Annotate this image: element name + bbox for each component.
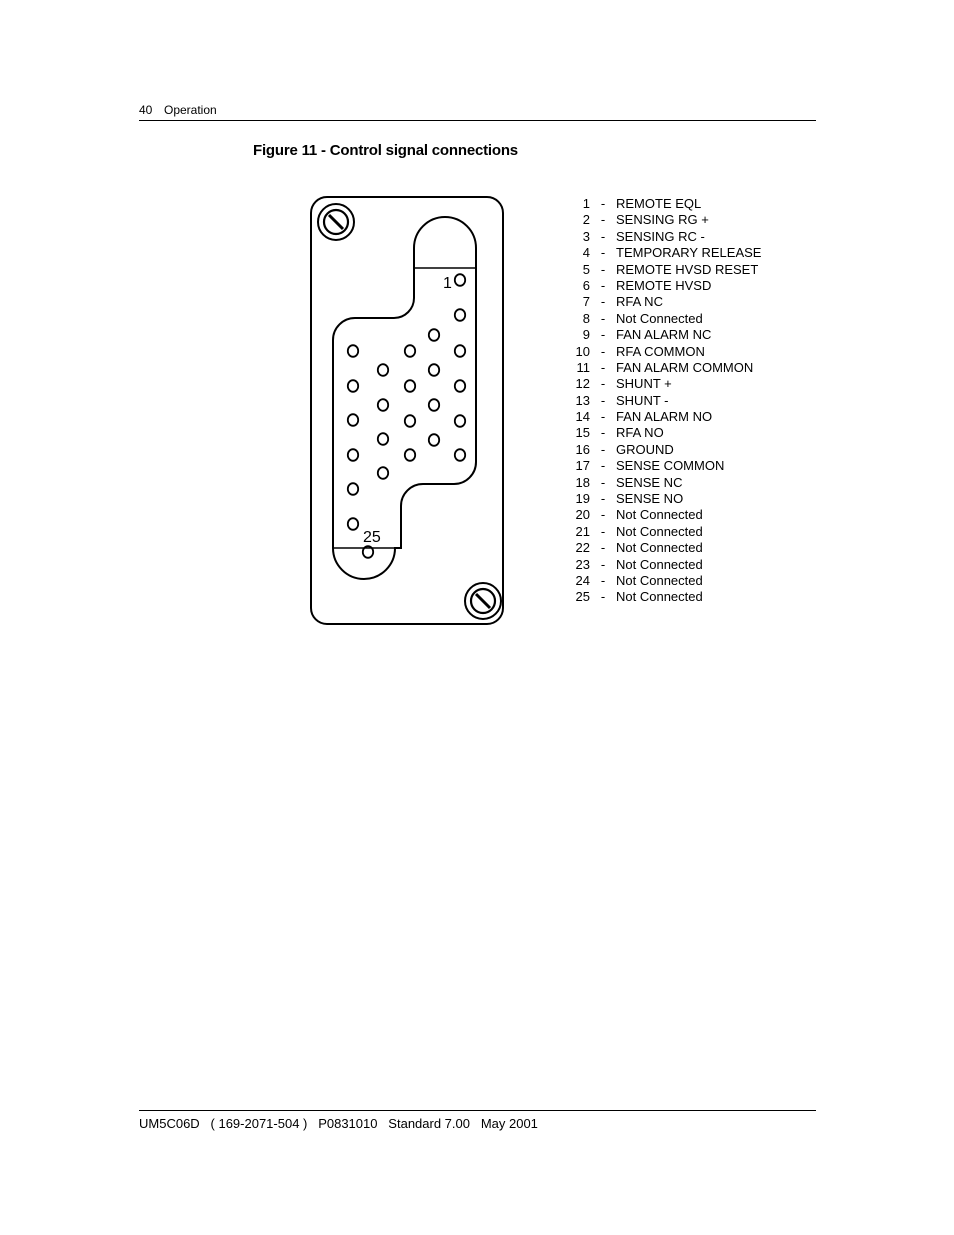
pin-1-label: 1 [443, 275, 452, 292]
pin-25-label: 25 [363, 529, 381, 546]
pin-number: 20 [575, 507, 590, 523]
pin-row [568, 524, 761, 540]
pin-number: 12 [575, 376, 590, 392]
pin-dash: - [600, 409, 606, 425]
pin-dash: - [600, 540, 606, 556]
pin-dash: - [600, 491, 606, 507]
pin-hole [348, 518, 358, 530]
pin-dash: - [600, 261, 606, 277]
pin-number: 13 [575, 392, 590, 408]
pin-number: 2 [582, 212, 590, 228]
pin-hole [455, 415, 465, 427]
pin-hole [429, 364, 439, 376]
pin-hole [405, 345, 415, 357]
pin-row [568, 344, 761, 360]
pin-dash: - [600, 572, 606, 588]
pin-dash: - [600, 556, 606, 572]
pin-signal: SENSE COMMON [616, 458, 725, 474]
pin-signal: TEMPORARY RELEASE [616, 245, 762, 261]
screw-icon-top-left [318, 204, 354, 240]
pin-number: 22 [575, 540, 590, 556]
pin-hole [378, 433, 388, 445]
pin-hole [378, 467, 388, 479]
pin-dash: - [600, 245, 606, 261]
pin-row [568, 442, 761, 458]
pin-dash: - [600, 474, 606, 490]
pin-hole [405, 449, 415, 461]
pin-row [568, 425, 761, 441]
figure-title: Figure 11 - Control signal connections [253, 142, 518, 159]
pin-row [568, 573, 761, 589]
pin-hole [455, 274, 465, 286]
pin-signal: FAN ALARM NC [616, 327, 712, 343]
pin-number: 9 [582, 327, 590, 343]
pin-dash: - [600, 507, 606, 523]
pin-number: 5 [582, 261, 590, 277]
pin-row [568, 327, 761, 343]
pin-row [568, 360, 761, 376]
pin-number: 25 [575, 589, 590, 605]
pin-dash: - [600, 343, 606, 359]
pin-hole [378, 399, 388, 411]
pin-number: 14 [575, 409, 590, 425]
pin-dash: - [600, 327, 606, 343]
pin-row [568, 540, 761, 556]
pin-dash: - [600, 589, 606, 605]
pin-number: 18 [575, 474, 590, 490]
pin-signal: REMOTE HVSD RESET [616, 261, 759, 277]
pin-row [568, 589, 761, 605]
pin-dash: - [600, 196, 606, 211]
pin-hole [348, 345, 358, 357]
pin-row [568, 294, 761, 310]
pin-hole [405, 415, 415, 427]
pin-number: 7 [582, 294, 590, 310]
page-number: 40 [139, 103, 153, 117]
pin-signal: REMOTE HVSD [616, 277, 712, 293]
pin-signal: SENSE NC [616, 474, 683, 490]
pin-signal: GROUND [616, 441, 674, 457]
pin-dash: - [600, 392, 606, 408]
pin-number: 16 [575, 441, 590, 457]
pin-row [568, 475, 761, 491]
pin-row [568, 196, 761, 212]
pin-signal: Not Connected [616, 556, 703, 572]
pin-signal: RFA NO [616, 425, 664, 441]
connector-diagram [300, 190, 520, 635]
pin-signal: Not Connected [616, 310, 703, 326]
pin-signal: Not Connected [616, 523, 703, 539]
pin-hole [455, 309, 465, 321]
pin-row [568, 278, 761, 294]
pin-signal: Not Connected [616, 507, 703, 523]
connector-body [333, 217, 476, 579]
pin-dash: - [600, 310, 606, 326]
pin-signal: SENSING RC - [616, 228, 705, 244]
pin-dash: - [600, 228, 606, 244]
pin-hole [405, 380, 415, 392]
pin-dash: - [600, 359, 606, 375]
screw-icon-bottom-right [465, 583, 501, 619]
pin-dash: - [600, 294, 606, 310]
pin-hole [455, 345, 465, 357]
pin-dash: - [600, 425, 606, 441]
pin-number: 21 [575, 523, 590, 539]
page-footer: UM5C06D ( 169-2071-504 ) P0831010 Standard 7.00 May 2001 [139, 1116, 538, 1131]
pin-row [568, 245, 761, 261]
pin-signal: FAN ALARM NO [616, 409, 713, 425]
connector-plate [311, 197, 503, 624]
pin-hole [429, 399, 439, 411]
pin-signal: Not Connected [616, 589, 703, 605]
page-header [139, 103, 816, 121]
pin-hole [348, 414, 358, 426]
pin-number: 6 [582, 277, 590, 293]
pin-signal: SENSING RG + [616, 212, 709, 228]
pin-dash: - [600, 277, 606, 293]
pin-signal: FAN ALARM COMMON [616, 359, 754, 375]
pin-signal: SENSE NO [616, 491, 684, 507]
pin-list [568, 196, 761, 606]
pin-hole [378, 364, 388, 376]
pin-number: 4 [582, 245, 590, 261]
pin-row [568, 376, 761, 392]
pin-number: 15 [575, 425, 590, 441]
pin-row [568, 557, 761, 573]
pin-dash: - [600, 458, 606, 474]
pin-hole [455, 449, 465, 461]
pin-row [568, 212, 761, 228]
pin-number: 17 [575, 458, 590, 474]
pin-number: 19 [575, 491, 590, 507]
pin-dash: - [600, 376, 606, 392]
pin-dash: - [600, 212, 606, 228]
pin-hole [348, 380, 358, 392]
pin-row [568, 393, 761, 409]
pin-hole [429, 434, 439, 446]
pin-hole [348, 449, 358, 461]
pin-number: 10 [575, 343, 590, 359]
pin-dash: - [600, 441, 606, 457]
pin-row [568, 458, 761, 474]
section-name: Operation [164, 103, 217, 117]
pin-signal: SHUNT - [616, 392, 669, 408]
pin-row [568, 409, 761, 425]
pin-dash: - [600, 523, 606, 539]
pin-number: 8 [582, 310, 590, 326]
pin-signal: REMOTE EQL [616, 196, 702, 211]
pin-row [568, 229, 761, 245]
pin-row [568, 507, 761, 523]
pin-hole [429, 329, 439, 341]
pin-number: 23 [575, 556, 590, 572]
pin-signal: Not Connected [616, 540, 703, 556]
pin-number: 1 [582, 196, 590, 211]
pin-signal: RFA COMMON [616, 343, 705, 359]
pin-signal: RFA NC [616, 294, 663, 310]
pin-signal: SHUNT + [616, 376, 672, 392]
pin-number: 11 [576, 359, 590, 375]
pin-hole [455, 380, 465, 392]
footer-divider [139, 1110, 816, 1111]
pin-number: 24 [575, 572, 590, 588]
pin-number: 3 [582, 228, 590, 244]
pin-hole [348, 483, 358, 495]
pin-row [568, 311, 761, 327]
pin-row [568, 491, 761, 507]
pin-signal: Not Connected [616, 572, 703, 588]
pin-row [568, 262, 761, 278]
